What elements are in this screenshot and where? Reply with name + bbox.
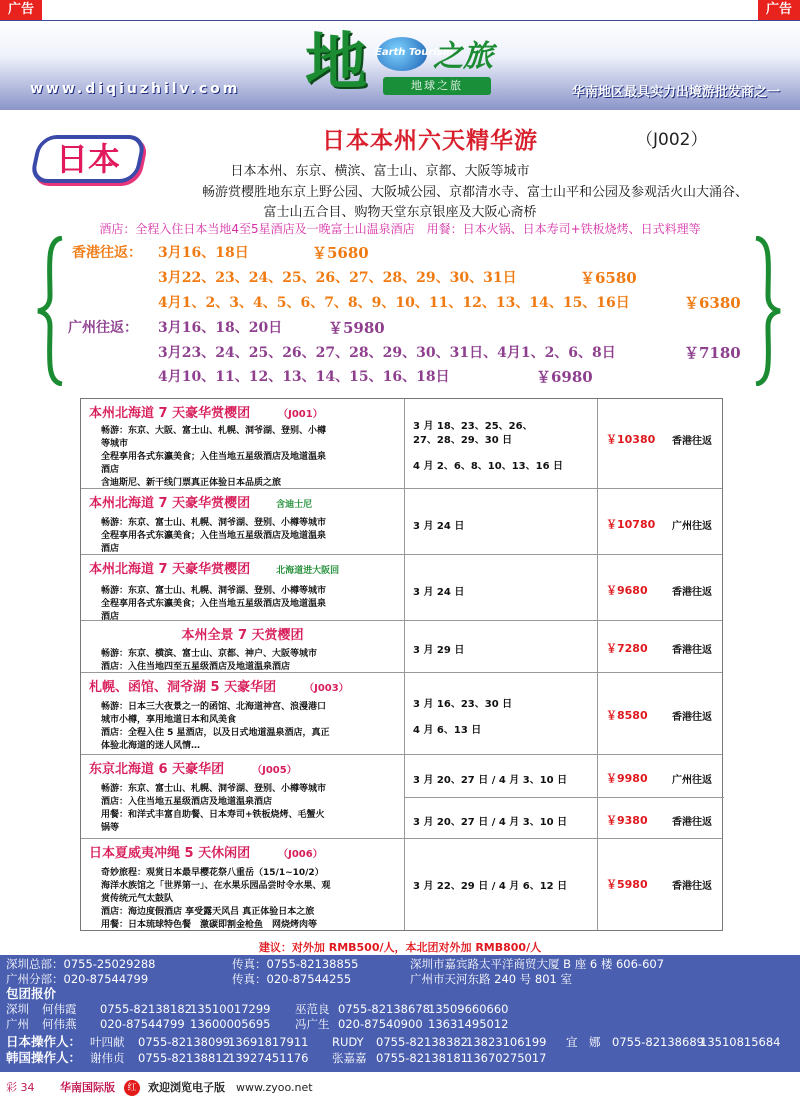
tour-code: （J003） <box>304 683 349 694</box>
tour-body: 畅游：东京、横滨、富士山、京都、神户、大阪等城市 酒店：入住当地四至五星级酒店及地道温泉酒店 <box>101 649 318 672</box>
contact-mobile: 13691817911 <box>228 1035 309 1049</box>
contact-tel: 0755-82138181 <box>376 1051 468 1065</box>
footer-line <box>0 957 800 971</box>
tour-desc <box>81 839 405 930</box>
logo-subtitle: 地球之旅 <box>383 77 491 95</box>
tour-price-cell <box>598 489 724 554</box>
tour-price-cell <box>598 839 724 930</box>
contact-tel: 020-87544799 <box>100 1017 185 1031</box>
hk-dates-1: 3月16、18日 <box>158 245 249 261</box>
gz-dates-2: 3月23、24、25、26、27、28、29、30、31日、4月1、2、6、8日 <box>158 345 616 361</box>
tour-price: ￥10380 <box>606 433 656 446</box>
tour-tag: 含迪士尼 <box>276 500 313 510</box>
edition-name: 华南国际版 <box>60 1081 115 1094</box>
tour-route: 广州往返 <box>672 775 712 786</box>
tour-price: ￥5980 <box>606 878 648 891</box>
hong-icon: 红 <box>124 1080 140 1096</box>
hk-line-3 <box>0 292 800 316</box>
tour-code: （J001） <box>278 409 323 420</box>
page-bottom <box>0 1076 800 1100</box>
intro-hotel-meal: 酒店：全程入住日本当地4至5星酒店及一晚富士山温泉酒店 用餐：日本火锅、日本寿司+铁板烧烤、日式料理等 <box>99 222 701 236</box>
hk-price-2: ￥6580 <box>580 269 637 287</box>
slogan: 华南地区最具实力出境游批发商之一 <box>571 85 780 100</box>
hk-price-1: ￥5680 <box>312 244 369 262</box>
tour-price: ￥10780 <box>606 518 656 531</box>
japan-badge-text: 日本 <box>55 140 120 178</box>
gz-address: 广州市天河东路 240 号 801 室 <box>410 972 573 986</box>
tour-dates <box>405 399 598 488</box>
tour-route: 香港往返 <box>672 881 712 892</box>
tour-title: 本州北海道 7 天豪华赏樱团 北海道进大阪回 <box>89 562 340 577</box>
tour-date: 27、28、29、30 日 <box>413 435 513 446</box>
tour-price: ￥9980 <box>606 772 648 785</box>
tour-date: 3 月 20、27 日 / 4 月 3、10 日 <box>413 817 568 828</box>
tour-dates <box>405 673 598 754</box>
gz-branch: 广州分部：020-87544799 <box>6 972 149 986</box>
tour-table <box>80 398 723 931</box>
tour-desc <box>81 755 405 838</box>
gz-line-3 <box>0 366 800 390</box>
header-banner <box>0 20 800 110</box>
gz-price-3: ￥6980 <box>536 368 593 386</box>
tour-date: 4 月 2、6、8、10、13、16 日 <box>413 461 564 472</box>
contact-name: 张嘉嘉 <box>332 1051 367 1065</box>
tour-tag: 北海道进大阪回 <box>276 566 340 576</box>
contact-mobile: 13631495012 <box>428 1017 509 1031</box>
tour-title: 本州北海道 7 天豪华赏樱团 含迪士尼 <box>89 496 313 511</box>
contact-name: 何伟燕 <box>42 1017 77 1031</box>
page-number: 彩 34 <box>6 1081 35 1094</box>
contact-tel: 0755-82138812 <box>138 1051 230 1065</box>
hk-price-3: ￥6380 <box>684 294 741 312</box>
tour-dates <box>405 755 598 838</box>
main-title-row <box>0 122 800 152</box>
contact-tel: 020-87540900 <box>338 1017 423 1031</box>
contact-footer <box>0 955 800 1072</box>
main-title: 日本本州六天精华游 <box>322 128 538 154</box>
contact-city: 深圳 <box>6 1002 29 1016</box>
contact-mobile: 13510815684 <box>700 1035 781 1049</box>
tour-desc <box>81 673 405 754</box>
contact-mobile: 13823106199 <box>466 1035 547 1049</box>
tour-route: 香港往返 <box>672 817 712 828</box>
footer-line <box>0 1017 800 1031</box>
gz-price-2: ￥7180 <box>684 344 741 362</box>
tour-desc <box>81 399 405 488</box>
table-row <box>81 621 722 673</box>
tour-title: 东京北海道 6 天豪华团 （J005） <box>89 762 297 777</box>
tour-body: 畅游：东京、富士山、札幌、洞爷湖、登别、小樽等城市 全程享用各式东瀛美食；入住当地五星级酒店及地道温泉 酒店 <box>101 518 327 554</box>
tour-price: ￥9680 <box>606 584 648 597</box>
gz-line-2 <box>0 342 800 366</box>
browse-text: 欢迎浏览电子版 <box>148 1081 225 1094</box>
main-code: （J002） <box>636 130 708 150</box>
tour-date: 3 月 22、29 日 / 4 月 6、12 日 <box>413 881 568 892</box>
tour-title: 本州全景 7 天赏樱团 <box>181 628 304 643</box>
footer-line <box>0 1002 800 1016</box>
tour-route: 香港往返 <box>672 712 712 723</box>
tour-route: 香港往返 <box>672 645 712 656</box>
tour-body: 畅游：东京、大阪、富士山、札幌、洞爷湖、登别、小樽 等城市 全程享用各式东瀛美食；入住当地五星级酒店及地道温泉 酒店 含迪斯尼、新干线门票真正体验日本品质之旅 <box>101 426 327 488</box>
gz-price-1: ￥5980 <box>328 319 385 337</box>
footer-line <box>0 1051 800 1065</box>
tour-price-cell <box>598 555 724 620</box>
hk-dates-2: 3月22、23、24、25、26、27、28、29、30、31日 <box>158 270 517 286</box>
logo-main-char: 地 <box>305 25 368 98</box>
gz-label: 广州往返： <box>68 320 138 336</box>
table-row <box>81 555 722 621</box>
logo-english: Earth Tourism <box>375 47 454 58</box>
contact-name: 何伟霞 <box>42 1002 77 1016</box>
contact-mobile: 13510017299 <box>190 1002 271 1016</box>
sz-hq: 深圳总部：0755-25029288 <box>6 957 156 971</box>
contact-tel: 0755-82138689 <box>612 1035 704 1049</box>
ad-label-right: 广告 <box>758 0 800 20</box>
tour-body: 畅游：日本三大夜景之一的函馆、北海道神宫、浪漫港口 城市小樽，享用地道日本和风美食 酒店：全程入住 5 星酒店，以及日式地道温泉酒店，真正 体验北海道的迷人风情… <box>101 702 330 751</box>
tour-dates <box>405 839 598 930</box>
gz-dates-1: 3月16、18、20日 <box>158 320 283 336</box>
kr-operator-label: 韩国操作人： <box>6 1050 82 1065</box>
hk-line-1 <box>0 242 800 266</box>
intro-cities: 日本本州、东京、横滨、富士山、京都、大阪等城市 <box>230 164 530 179</box>
footer-line <box>0 987 800 1001</box>
gz-dates-3: 4月10、11、12、13、14、15、16、18日 <box>158 369 450 385</box>
contact-name: 谢伟贞 <box>90 1051 125 1065</box>
tour-dates <box>405 621 598 672</box>
tour-price-cell <box>598 755 724 838</box>
tour-body: 畅游：东京、富士山、札幌、洞爷湖、登别、小樽等城市 全程享用各式东瀛美食；入住当地五星级酒店及地道温泉 酒店 <box>101 586 327 622</box>
contact-mobile: 13927451176 <box>228 1051 309 1065</box>
contact-name: 叶四献 <box>90 1035 125 1049</box>
table-row <box>81 673 722 755</box>
tour-route: 香港往返 <box>672 436 712 447</box>
contact-mobile: 13600005695 <box>190 1017 271 1031</box>
tour-code: （J006） <box>278 849 323 860</box>
tour-price-cell <box>598 399 724 488</box>
tour-date: 3 月 24 日 <box>413 521 465 532</box>
tour-route: 广州往返 <box>672 521 712 532</box>
jp-operator-label: 日本操作人： <box>6 1034 82 1049</box>
website-url[interactable]: www.diqiuzhilv.com <box>30 81 241 97</box>
logo-zhilv: 之旅 <box>433 39 493 74</box>
tour-date: 3 月 16、23、30 日 <box>413 699 513 710</box>
gz-line-1 <box>0 317 800 341</box>
tour-price: ￥7280 <box>606 642 648 655</box>
intro-sights: 畅游赏樱胜地东京上野公园、大阪城公园、京都清水寺、富士山平和公园及参观活火山大涌谷、 <box>201 185 748 200</box>
row-split <box>598 797 724 798</box>
tour-date: 3 月 29 日 <box>413 645 465 656</box>
contact-mobile: 13670275017 <box>466 1051 547 1065</box>
tour-price: ￥9380 <box>606 814 648 827</box>
tour-price-cell <box>598 673 724 754</box>
table-row <box>81 399 722 489</box>
intro-sights-2: 富士山五合目、购物天堂东京银座及大阪心斋桥 <box>263 205 537 220</box>
tour-title: 日本夏威夷冲绳 5 天休闲团 （J006） <box>89 846 323 861</box>
table-row <box>81 839 722 930</box>
footer-line <box>0 972 800 986</box>
earth-tourism-logo <box>305 27 525 107</box>
price-suggestion: 建议：对外加 RMB500/人，本北团对外加 RMB800/人 <box>258 941 542 954</box>
tour-route: 香港往返 <box>672 587 712 598</box>
contact-mobile: 13509660660 <box>428 1002 509 1016</box>
contact-tel: 0755-82138099 <box>138 1035 230 1049</box>
hk-dates-3: 4月1、2、3、4、5、6、7、8、9、10、11、12、13、14、15、16日 <box>158 295 630 311</box>
tour-body: 奇妙旅程：观赏日本最早樱花祭八重岳（15/1~10/2） 海洋水族馆之「世界第一」、在水果乐园品尝时令水果、观 赏传统元气太鼓队 酒店：海边度假酒店 享受露天风吕 真正体验日本之旅 用餐：日本琉球特色餐 激碳即割金枪鱼 网烧烤肉等 <box>101 868 331 930</box>
tour-desc <box>81 489 405 554</box>
sz-fax: 传真：0755-82138855 <box>232 957 359 971</box>
contact-tel: 0755-82138182 <box>100 1002 192 1016</box>
footer-line <box>0 1035 800 1049</box>
hk-label: 香港往返： <box>72 245 142 261</box>
gz-fax: 传真：020-87544255 <box>232 972 352 986</box>
tour-dates <box>405 489 598 554</box>
tour-dates <box>405 555 598 620</box>
contact-name: 巫范良 <box>295 1002 330 1016</box>
sz-address: 深圳市嘉宾路太平洋商贸大厦 B 座 6 楼 606-607 <box>410 957 665 971</box>
tour-date: 3 月 20、27 日 / 4 月 3、10 日 <box>413 775 568 786</box>
tour-title: 本州北海道 7 天豪华赏樱团 （J001） <box>89 406 323 421</box>
tour-date: 3 月 24 日 <box>413 587 465 598</box>
tour-date: 3 月 18、23、25、26、 <box>413 421 533 432</box>
table-row <box>81 489 722 555</box>
contact-name: 冯广生 <box>295 1017 330 1031</box>
site-link[interactable]: www.zyoo.net <box>236 1081 313 1094</box>
contact-tel: 0755-82138382 <box>376 1035 468 1049</box>
contact-city: 广州 <box>6 1017 29 1031</box>
table-row <box>81 755 722 839</box>
hk-line-2 <box>0 267 800 291</box>
tour-body: 畅游：东京、富士山、札幌、洞爷湖、登别、小樽等城市 酒店：入住当地五星级酒店及地道温泉酒店 用餐：和洋式丰富自助餐、日本寿司+铁板烧烤、毛蟹火 锅等 <box>101 784 327 833</box>
contact-tel: 0755-82138678 <box>338 1002 430 1016</box>
tour-code: （J005） <box>252 765 297 776</box>
tour-desc <box>81 555 405 620</box>
tour-desc <box>81 621 405 672</box>
row-split <box>405 797 597 798</box>
tour-date: 4 月 6、13 日 <box>413 725 482 736</box>
ad-label-left: 广告 <box>0 0 42 20</box>
tour-title: 札幌、函馆、洞爷湖 5 天豪华团 （J003） <box>89 680 349 695</box>
contact-name: RUDY <box>332 1035 364 1049</box>
contact-name: 宜 娜 <box>566 1035 601 1049</box>
tour-price-cell <box>598 621 724 672</box>
tour-price: ￥8580 <box>606 709 648 722</box>
baojia-title: 包团报价 <box>6 986 57 1001</box>
